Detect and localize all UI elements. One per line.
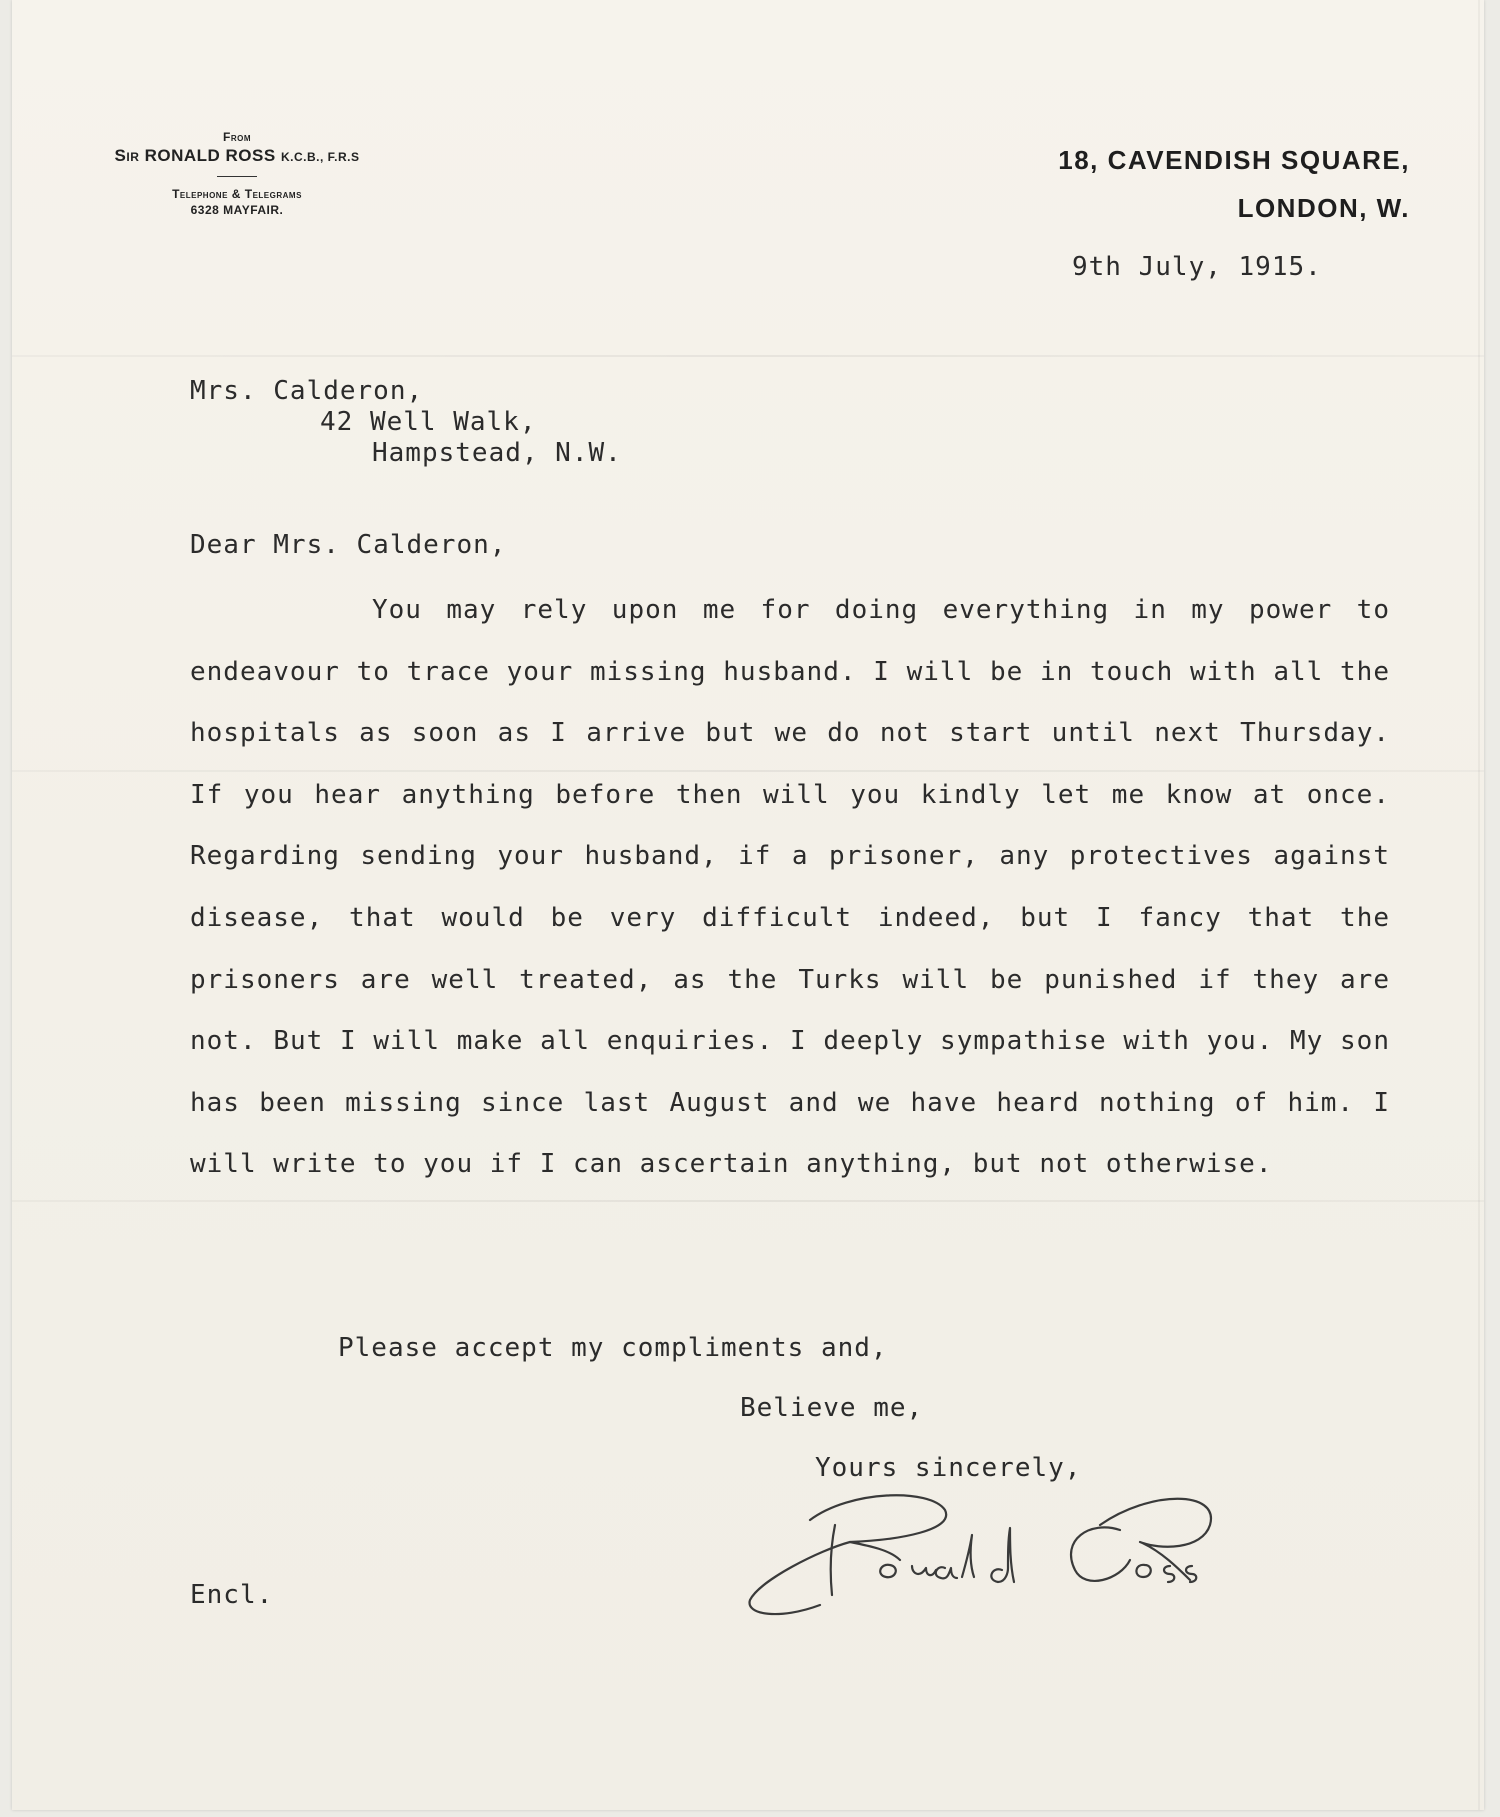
paper-fold-line — [12, 355, 1484, 357]
closing-line-3: Yours sincerely, — [815, 1453, 1082, 1483]
recipient-line-3: Hampstead, N.W. — [372, 438, 622, 468]
letterhead-address — [1058, 136, 1410, 232]
letter-body — [190, 580, 1390, 1196]
letter-date: 9th July, 1915. — [1072, 252, 1322, 282]
address-line-2: LONDON, W. — [1237, 193, 1410, 223]
recipient-line-2: 42 Well Walk, — [320, 407, 537, 437]
paper-edge-shadow — [1478, 0, 1480, 1810]
letterhead-divider — [217, 176, 257, 177]
sender-name-line — [72, 146, 402, 166]
recipient-line-1: Mrs. Calderon, — [190, 376, 424, 406]
closing-line-1: Please accept my compliments and, — [338, 1333, 888, 1363]
salutation: Dear Mrs. Calderon, — [190, 530, 507, 560]
sender-prefix: Sir — [114, 146, 140, 165]
handwritten-signature — [740, 1480, 1280, 1620]
address-line-1: 18, CAVENDISH SQUARE, — [1058, 145, 1410, 175]
sender-name: RONALD ROSS — [144, 146, 276, 165]
enclosure-note: Encl. — [190, 1580, 274, 1610]
body-paragraph: You may rely upon me for doing everything in my power to endeavour to trace your missing husband. I will be in touch with all the hospitals as soon as I arrive but we do not start until next Thursday. If you hear anything before then will you kindly let me know at once. Regarding sending your husband, if a prisoner, any protectives against disease, that would be very difficult indeed, but I fancy that the prisoners are well treated, as the Turks will be punished if they are not. But I will make all enquiries. I deeply sympathise with you. My son has been missing since last August and we have heard nothing of him. I will write to you if I can ascertain anything, but not otherwise. — [190, 595, 1390, 1180]
telephone-label: Telephone & Telegrams — [172, 187, 302, 201]
letterhead-sender — [72, 130, 402, 217]
paper-fold-line — [12, 1200, 1484, 1202]
closing-line-2: Believe me, — [740, 1393, 924, 1423]
telephone-number: 6328 MAYFAIR. — [190, 203, 284, 217]
sender-honours: K.C.B., F.R.S — [280, 150, 360, 164]
recipient-address — [190, 376, 622, 469]
from-label: From — [223, 130, 251, 144]
